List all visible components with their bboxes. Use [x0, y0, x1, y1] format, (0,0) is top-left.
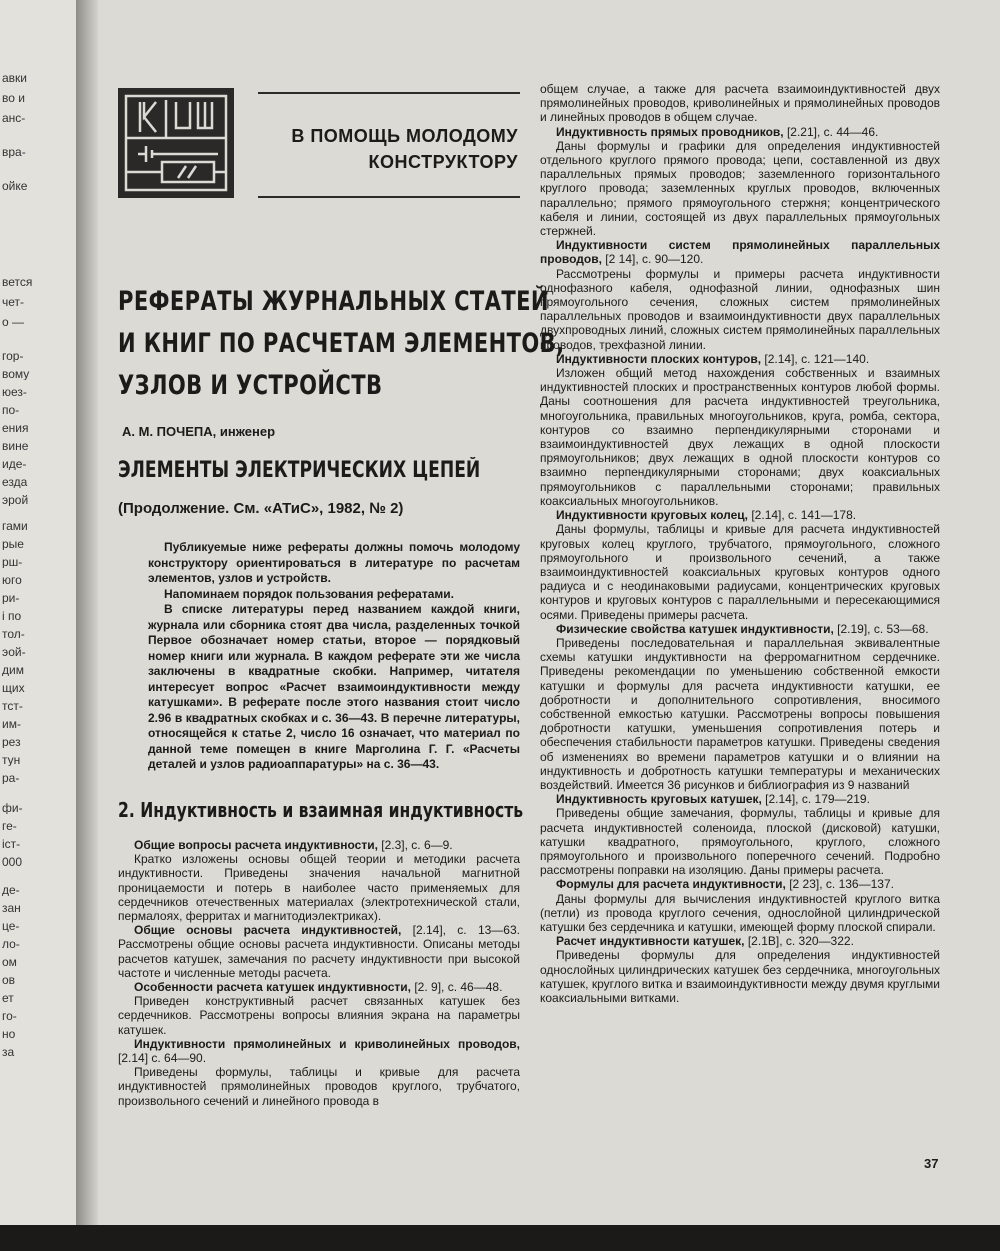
adjacent-page-fragment: фи- — [2, 802, 23, 814]
adjacent-page-fragment: дим — [2, 664, 24, 676]
adjacent-page-fragment: вому — [2, 368, 30, 380]
adjacent-page-fragment: гами — [2, 520, 28, 532]
adjacent-page-fragment: де- — [2, 884, 20, 896]
adjacent-page-fragment: ри- — [2, 592, 20, 604]
circuit-logo-icon — [118, 88, 234, 198]
reference-source: [2. 9], с. 46—48. — [411, 980, 503, 995]
section-2-heading: 2. Индуктивность и взаимная индуктивность — [118, 798, 524, 822]
reference-heading — [540, 125, 940, 139]
reference-title: Особенности расчета катушек индуктивности, — [134, 980, 412, 995]
adjacent-page-fragment: щих — [2, 682, 25, 694]
adjacent-page-fragment: ге- — [2, 820, 17, 832]
reference-summary: Приведены последовательная и параллельная эквивалентные схемы катушки индуктивности на ферромагнитном сердечнике. Приведены рекомендации по уменьшению собственной емкости катушки и формулы для расчета индуктивности катушки, ее добротности и дополнительного сопротивления, вносимого собственной емкостью катушки. Рассмотрены вопросы повышения добротности катушки, уменьшения сопротивления потерь и обеспечения стабильности параметров катушки. Приведены сведения об изменениях во времени параметров катушки и о влиянии на индуктивность и добротность катушки температуры и механических воздействий. Имеется 36 рисунков и библиография из 9 названий — [540, 635, 940, 792]
reference-source: [2 14], с. 90—120. — [601, 252, 704, 267]
adjacent-page-fragment: рые — [2, 538, 24, 550]
adjacent-page-fragment: эрой — [2, 494, 29, 506]
adjacent-page-fragment: ом — [2, 956, 17, 968]
top-rule — [258, 92, 520, 94]
reference-title: Общие вопросы расчета индуктивности, — [134, 838, 378, 852]
author-line: А. М. ПОЧЕПА, инженер — [122, 424, 276, 439]
reference-summary: Даны формулы и графики для определения индуктивностей отдельного круглого прямого провода; цепи, составленной из двух параллельных прямых проводов; заземленного горизонтального круглого провода; заземленных круглых проводов, включенных параллельно; прямого прямоугольного стержня; концентрического кабеля и линии, состоящей из двух параллельных прямоугольных стержней. — [540, 138, 940, 239]
adjacent-page-fragment: чет- — [2, 296, 25, 308]
adjacent-page-fragment: зан — [2, 902, 21, 914]
reference-summary: Даны формулы для вычисления индуктивностей круглого витка (петли) из провода круглого сечения, однослойной цилиндрической катушки без сердечника и катушки, имеющей форму плоской спирали. — [540, 891, 940, 934]
adjacent-page-fragment: вется — [2, 276, 33, 288]
adjacent-page-fragment: ов — [2, 974, 16, 986]
reference-source: [2.3], с. 6—9. — [377, 838, 453, 852]
adjacent-page-fragment: о — — [2, 316, 25, 328]
reference-title: Индуктивность прямых проводников, — [556, 124, 784, 139]
reference-summary: Даны формулы, таблицы и кривые для расчета индуктивностей круговых колец круглого, трубчатого, прямоугольного, сложного прямоугольного и произвольного сечений, а также взаимоиндуктивностей коаксиальных круговых контуров одного радиуса и с неодинаковыми радиусами, концентрических круговых контуров и круговых контуров с параллельными и пересекающимися осями. Приведены примеры расчета. — [540, 522, 940, 622]
adjacent-page-fragment: ения — [2, 422, 29, 434]
adjacent-page-fragment: 000 — [2, 856, 23, 868]
reference-heading — [118, 980, 520, 994]
adjacent-page-fragment: ет — [2, 992, 14, 1004]
reference-heading — [540, 792, 940, 806]
reference-heading — [540, 508, 940, 522]
reference-heading — [540, 352, 940, 366]
adjacent-page-fragment: иде- — [2, 458, 27, 470]
adjacent-page-fragment: ло- — [2, 938, 20, 950]
adjacent-page-fragment: вине — [2, 440, 29, 452]
reference-summary: Приведены общие замечания, формулы, таблицы и кривые для расчета индуктивностей соленоида, плоской (дисковой) катушки, катушки квадратного, прямоугольного, круглого, сложного прямоугольного и произвольного поперечного сечений. Подробно рассмотрены поправки на изоляцию. Даны примеры расчета. — [540, 806, 940, 878]
reference-title: Расчет индуктивности катушек, — [556, 934, 745, 949]
reference-heading — [118, 923, 520, 980]
article-subtitle: ЭЛЕМЕНТЫ ЭЛЕКТРИЧЕСКИХ ЦЕПЕЙ — [118, 458, 481, 483]
adjacent-page-fragment: іст- — [2, 838, 21, 850]
adjacent-page-fragment: во и — [2, 92, 25, 104]
right-column — [540, 82, 940, 1005]
adjacent-page-fragment: юго — [2, 574, 22, 586]
left-column — [118, 838, 520, 1108]
adjacent-page-fragment: ойке — [2, 180, 28, 192]
adjacent-page-fragment: но — [2, 1028, 16, 1040]
intro-paragraph: В списке литературы перед названием каждой книги, журнала или сборника стоят два числа, разделенных точкой Первое обозначает номер статьи, второе — порядковый номер книги или журнала. В каждом реферате эти же числа заключены в квадратные скобки. Например, читателя интересует вопрос «Расчет взаимоиндуктивности между катушками». В реферате после этого названия стоит число 2.96 в квадратных скобках и с. 36—43. В перечне литературы, относящейся к статье 2, число 16 означает, что материал по данной теме помещен в книге Марголина Г. Г. «Расчеты деталей и узлов радиоаппаратуры» на с. 36—43. — [148, 602, 520, 771]
reference-title: Формулы для расчета индуктивности, — [556, 877, 786, 892]
article-title-line3: УЗЛОВ И УСТРОЙСТВ — [118, 370, 383, 401]
reference-source: [2.14], с. 179—219. — [761, 792, 870, 807]
reference-heading — [540, 877, 940, 891]
reference-source: [2.1В], с. 320—322. — [744, 934, 854, 949]
adjacent-page-fragment: авки — [2, 72, 28, 84]
adjacent-page-fragment: ра- — [2, 772, 20, 784]
reference-source: [2.19], с. 53—68. — [833, 621, 929, 636]
adjacent-page-fragment: рез — [2, 736, 21, 748]
reference-title: Индуктивности плоских контуров, — [556, 351, 762, 366]
intro-block — [148, 540, 520, 773]
adjacent-page-fragment: го- — [2, 1010, 17, 1022]
intro-paragraph: Напоминаем порядок пользования рефератами. — [164, 586, 454, 601]
reference-source: [2 23], с. 136—137. — [785, 877, 894, 892]
continuation-note: (Продолжение. См. «АТиС», 1982, № 2) — [118, 500, 404, 517]
reference-source: [2.21], с. 44—46. — [783, 124, 879, 139]
adjacent-page-fragment: тол- — [2, 628, 25, 640]
intro-paragraph: Публикуемые ниже рефераты должны помочь молодому конструктору ориентироваться в литературе по расчетам элементов, узлов и устройств. — [148, 540, 520, 585]
section-heading-line1: В ПОМОЩЬ МОЛОДОМУ — [291, 126, 518, 146]
reference-heading — [118, 838, 520, 852]
page-number: 37 — [924, 1156, 939, 1171]
section-heading-line2: КОНСТРУКТОРУ — [368, 152, 518, 172]
reference-heading — [540, 934, 940, 948]
scan-bottom-edge — [0, 1225, 1000, 1251]
reference-summary: Кратко изложены основы общей теории и методики расчета индуктивности. Приведены значения начальной магнитной проницаемости и потерь в наиболее часто применяемых для сердечников отечественных материалах (электротехнической стали, пермалоях, ферритах и магнитодиэлектриках). — [118, 852, 520, 924]
adjacent-page-fragment: юез- — [2, 386, 27, 398]
adjacent-page-fragment: езда — [2, 476, 28, 488]
adjacent-page-fragment: тун — [2, 754, 21, 766]
reference-heading — [540, 622, 940, 636]
reference-summary: Приведены формулы для определения индуктивностей однослойных цилиндрических катушек без сердечника, многоугольных катушек, круглого витка и взаимоиндуктивности между двумя круглыми коаксиальными витками. — [540, 948, 940, 1005]
reference-heading — [118, 1037, 520, 1065]
reference-title: Общие основы расчета индуктивностей, — [134, 923, 402, 938]
header-rule — [258, 196, 520, 198]
adjacent-page-fragment: гор- — [2, 350, 24, 362]
reference-source: [2.14], с. 121—140. — [761, 351, 870, 366]
reference-title: Физические свойства катушек индуктивности, — [556, 621, 834, 636]
adjacent-page-fragment: рш- — [2, 556, 23, 568]
reference-title: Индуктивности прямолинейных и криволинейных проводов, — [134, 1036, 520, 1051]
adjacent-page-fragment: вра- — [2, 146, 26, 158]
adjacent-page-fragment: тст- — [2, 700, 23, 712]
adjacent-page-fragment: им- — [2, 718, 21, 730]
reference-summary: Изложен общий метод нахождения собственных и взаимных индуктивностей плоских и пространственных контуров любой формы. Даны соотношения для расчета индуктивностей треугольника, многоугольника, правильных многоугольников, круга, ромба, сектора, контуров со взаимно перпендикулярными сторонами и взаимоиндуктивностей двух лежащих в одной плоскости прямоугольников; двух лежащих в одной плоскости контуров со взаимно перпендикулярными сторонами; двух коаксиальных прямоугольников с параллельными сторонами; правильных коаксиальных многоугольников. — [540, 366, 940, 508]
adjacent-page-fragment: і по — [2, 610, 22, 622]
article-title-line2: И КНИГ ПО РАСЧЕТАМ ЭЛЕМЕНТОВ, — [118, 328, 565, 359]
reference-title: Индуктивности круговых колец, — [556, 508, 749, 523]
adjacent-page-fragment: эой- — [2, 646, 26, 658]
reference-source: [2.14], с. 141—178. — [748, 508, 857, 523]
reference-summary: Приведены формулы, таблицы и кривые для расчета индуктивностей прямолинейных проводов круглого, трубчатого, произвольного сечений и линейного провода в — [118, 1065, 520, 1108]
reference-summary: Приведен конструктивный расчет связанных катушек без сердечников. Рассмотрены вопросы влияния экрана на параметры катушек. — [118, 994, 520, 1037]
binding-gutter — [76, 0, 98, 1225]
adjacent-page-fragment: по- — [2, 404, 20, 416]
adjacent-page-edge — [0, 0, 76, 1225]
article-title-line1: РЕФЕРАТЫ ЖУРНАЛЬНЫХ СТАТЕЙ — [118, 286, 549, 317]
reference-heading — [540, 238, 940, 266]
paragraph-continuation: общем случае, а также для расчета взаимоиндуктивностей двух прямолинейных проводов, криволинейных и прямолинейных проводов и линейных проводов в общем случае. — [540, 82, 940, 125]
adjacent-page-fragment: анс- — [2, 112, 26, 124]
reference-source: [2.14], с. 13—63. Рассмотрены общие основы расчета индуктивности. Описаны методы расчетов катушек, замечания по расчету индуктивности при высокой частоте и численные методы расчета. — [118, 923, 520, 980]
reference-title: Индуктивности систем прямолинейных параллельных проводов, — [540, 238, 940, 267]
reference-source: [2.14] с. 64—90. — [118, 1051, 207, 1066]
adjacent-page-fragment: це- — [2, 920, 20, 932]
adjacent-page-fragment: за — [2, 1046, 15, 1058]
reference-summary: Рассмотрены формулы и примеры расчета индуктивности однофазного кабеля, однофазной линии, однофазных шин прямоугольного сечения, сложных систем прямолинейных параллельных проводов и взаимоиндуктивности двух параллельных двухпроводных линий, сложных систем прямолинейных параллельных проводов, трехфазной линии. — [540, 266, 940, 352]
journal-page — [98, 0, 1000, 1225]
reference-title: Индуктивность круговых катушек, — [556, 792, 762, 807]
